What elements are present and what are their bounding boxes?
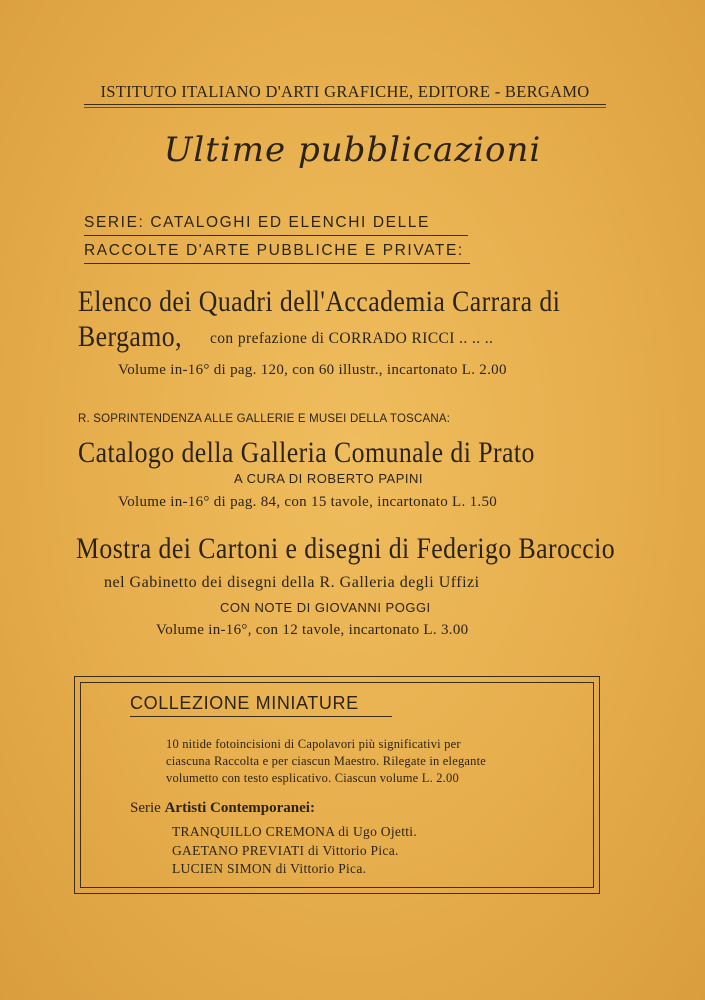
book2-title: Catalogo della Galleria Comunale di Prato	[78, 436, 535, 469]
artist-entry: LUCIEN SIMON di Vittorio Pica.	[172, 861, 367, 876]
book2-editor: A CURA DI ROBERTO PAPINI	[234, 471, 423, 486]
book3-details: Volume in-16°, con 12 tavole, incartonato L. 3.00	[156, 622, 469, 638]
book1-preface: con prefazione di CORRADO RICCI .. .. ..	[210, 330, 494, 347]
series-underline-2	[84, 263, 470, 264]
publisher-heading: ISTITUTO ITALIANO D'ARTI GRAFICHE, EDITORE - BERGAMO	[100, 82, 590, 101]
series-underline-1	[84, 235, 468, 236]
header-rule-double	[84, 107, 606, 108]
series-heading-line2: RACCOLTE D'ARTE PUBBLICHE E PRIVATE:	[84, 242, 464, 259]
book2-details: Volume in-16° di pag. 84, con 15 tavole, incartonato L. 1.50	[118, 494, 498, 510]
collection-description-line2: ciascuna Raccolta e per ciascun Maestro. Rilegate in elegante	[166, 754, 487, 768]
book1-details: Volume in-16° di pag. 120, con 60 illustr., incartonato L. 2.00	[118, 362, 507, 378]
series-prefix: Serie	[130, 800, 161, 816]
collection-description-line1: 10 nitide fotoincisioni di Capolavori più significativi per	[166, 737, 461, 751]
book1-title-line1: Elenco dei Quadri dell'Accademia Carrara di	[78, 285, 561, 318]
series-name: Artisti Contemporanei:	[164, 800, 315, 816]
book1-title-line2: Bergamo,	[78, 320, 183, 353]
book2-institution: R. SOPRINTENDENZA ALLE GALLERIE E MUSEI DELLA TOSCANA:	[78, 413, 451, 425]
artist-entry: TRANQUILLO CREMONA di Ugo Ojetti.	[172, 824, 418, 839]
series-heading-line1: SERIE: CATALOGHI ED ELENCHI DELLE	[84, 214, 430, 231]
header-rule	[84, 104, 606, 105]
collection-description-line3: volumetto con testo esplicativo. Ciascun volume L. 2.00	[166, 771, 459, 785]
collection-title-underline	[130, 716, 392, 717]
book3-notes: CON NOTE DI GIOVANNI POGGI	[220, 600, 431, 615]
book3-title: Mostra dei Cartoni e disegni di Federigo Baroccio	[76, 532, 616, 565]
book3-subtitle: nel Gabinetto dei disegni della R. Galleria degli Uffizi	[104, 574, 480, 591]
artist-entry: GAETANO PREVIATI di Vittorio Pica.	[172, 843, 399, 858]
collection-series-label	[130, 800, 315, 817]
page-title: Ultime pubblicazioni	[163, 130, 542, 170]
collection-title: COLLEZIONE MINIATURE	[130, 693, 359, 713]
